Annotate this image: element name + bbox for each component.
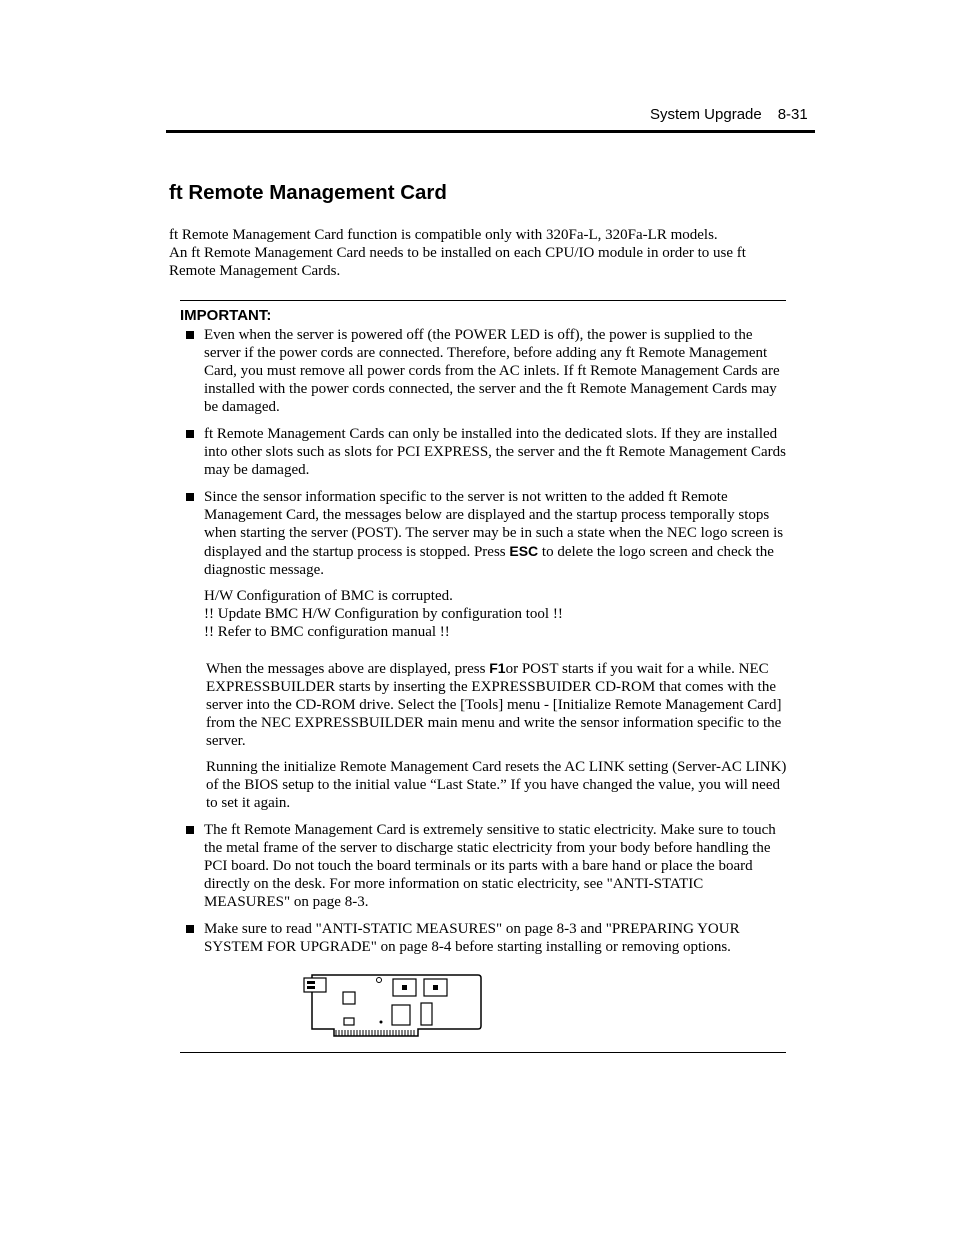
bullet-text: displayed and the startup process is stopped. Press: [204, 544, 510, 560]
bullet-item-static: [204, 821, 816, 911]
intro-line: An ft Remote Management Card needs to be installed on each CPU/IO module in order to use ft: [169, 245, 746, 261]
paragraph-line: from the NEC EXPRESSBUILDER main menu and write the sensor information specific to the: [206, 715, 782, 731]
running-paragraph: [206, 758, 818, 812]
bullet-line: Even when the server is powered off (the POWER LED is off), the power is supplied to the: [204, 327, 753, 343]
bullet-line: [204, 542, 816, 561]
bullet-line: ft Remote Management Cards can only be installed into the dedicated slots. If they are installed: [204, 426, 778, 442]
header-page-number: 8-31: [777, 106, 808, 123]
bullet-line: server if the power cords are connected. Therefore, before adding any ft Remote Management: [204, 345, 768, 361]
intro-paragraph: [169, 226, 799, 280]
intro-line: Remote Management Cards.: [169, 263, 341, 279]
paragraph-line: server.: [206, 733, 246, 749]
bullet-line: the metal frame of the server to discharge static electricity from your body before handling the: [204, 840, 771, 856]
paragraph-line: of the BIOS setup to the initial value “Last State.” If you have changed the value, you will need: [206, 777, 780, 793]
paragraph-text: or POST starts if you wait for a while. NEC: [505, 661, 769, 677]
important-label: IMPORTANT:: [180, 307, 272, 324]
bullet-icon: [186, 826, 194, 834]
bullet-line: diagnostic message.: [204, 562, 324, 578]
esc-key: ESC: [509, 543, 539, 559]
bullet-line: The ft Remote Management Card is extremely sensitive to static electricity. Make sure to touch: [204, 822, 776, 838]
bmc-error-messages: [204, 587, 816, 641]
message-line: H/W Configuration of BMC is corrupted.: [204, 588, 453, 604]
bullet-text: to delete the logo screen and check the: [538, 544, 774, 560]
paragraph-line: [206, 659, 818, 678]
bullet-item-slots: [204, 425, 816, 479]
bullet-line: may be damaged.: [204, 462, 310, 478]
header-rule: [166, 130, 815, 133]
paragraph-line: Running the initialize Remote Management Card resets the AC LINK setting (Server-AC LINK): [206, 759, 787, 775]
bullet-line: into other slots such as slots for PCI EXPRESS, the server and the ft Remote Management Cards: [204, 444, 787, 460]
bullet-line: Management Card, the messages below are displayed and the startup process temporally stops: [204, 507, 770, 523]
bullet-line: PCI board. Do not touch the board terminals or its parts with a bare hand or place the board: [204, 858, 753, 874]
bullet-item-power: [204, 326, 816, 416]
header-section: System Upgrade: [650, 106, 762, 123]
bullet-icon: [186, 925, 194, 933]
pci-card-illustration: [300, 970, 490, 1042]
bullet-icon: [186, 493, 194, 501]
bullet-line: be damaged.: [204, 399, 280, 415]
paragraph-line: server into the CD-ROM drive. Select the [Tools] menu - [Initialize Remote Management Card]: [206, 697, 782, 713]
section-title: ft Remote Management Card: [169, 181, 447, 204]
f1-key: F1: [489, 660, 506, 676]
bullet-line: Make sure to read "ANTI-STATIC MEASURES" on page 8-3 and "PREPARING YOUR: [204, 921, 740, 937]
paragraph-line: to set it again.: [206, 795, 291, 811]
bullet-line: SYSTEM FOR UPGRADE" on page 8-4 before starting installing or removing options.: [204, 939, 731, 955]
bullet-icon: [186, 430, 194, 438]
bullet-line: installed with the power cords connected, the server and the ft Remote Management Cards may: [204, 381, 777, 397]
running-header: [650, 106, 808, 123]
paragraph-line: EXPRESSBUILDER starts by inserting the EXPRESSBUIDER CD-ROM that comes with the: [206, 679, 776, 695]
when-paragraph: [206, 659, 818, 750]
bullet-item-read: [204, 920, 816, 956]
bullet-line: directly on the desk. For more information on static electricity, see "ANTI-STATIC: [204, 876, 704, 892]
important-box-top-rule: [180, 300, 786, 301]
message-line: !! Update BMC H/W Configuration by configuration tool !!: [204, 606, 563, 622]
bullet-line: Since the sensor information specific to the server is not written to the added ft Remote: [204, 489, 728, 505]
bullet-item-sensor: [204, 488, 816, 579]
bullet-icon: [186, 331, 194, 339]
bullet-line: Card, you must remove all power cords from the AC inlets. If ft Remote Management Cards are: [204, 363, 780, 379]
message-line: !! Refer to BMC configuration manual !!: [204, 624, 450, 640]
bullet-line: MEASURES" on page 8-3.: [204, 894, 369, 910]
intro-line: ft Remote Management Card function is compatible only with 320Fa-L, 320Fa-LR models.: [169, 227, 718, 243]
paragraph-text: When the messages above are displayed, press: [206, 661, 490, 677]
bullet-line: when starting the server (POST). The server may be in such a state when the NEC logo screen is: [204, 525, 784, 541]
important-box-bottom-rule: [180, 1052, 786, 1053]
